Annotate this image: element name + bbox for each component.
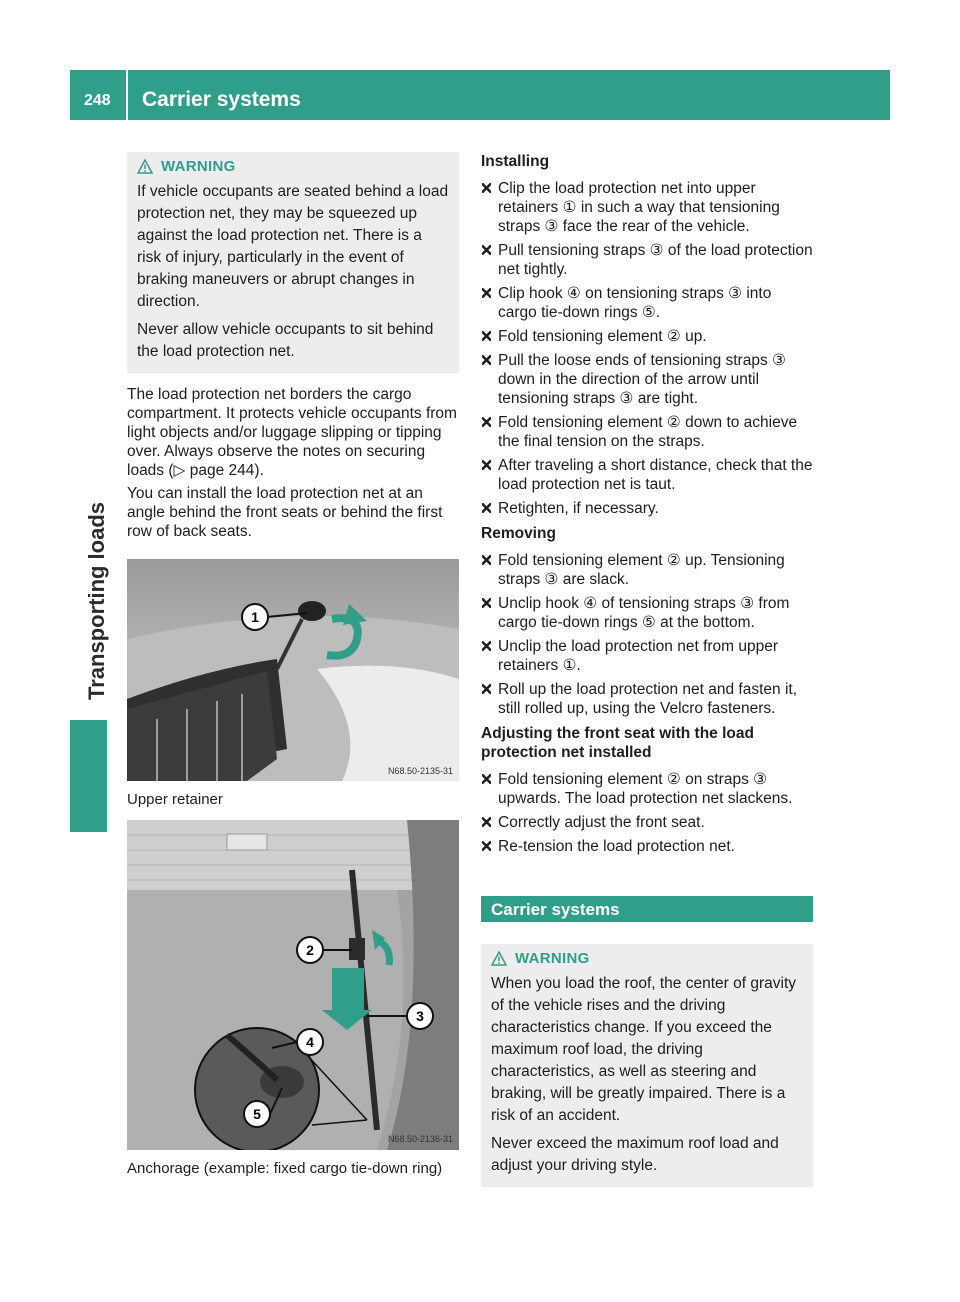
- warning-text-2: Never exceed the maximum roof load and adjust your driving style.: [491, 1135, 779, 1174]
- side-tab-block: [70, 720, 107, 832]
- carrier-systems-section-bar: Carrier systems: [481, 896, 813, 922]
- list-item: Re-tension the load protection net.: [481, 837, 813, 856]
- photo-caption-upper-retainer: Upper retainer: [127, 791, 223, 808]
- page-header: [70, 70, 890, 120]
- list-item: Clip hook ④ on tensioning straps ③ into cargo tie-down rings ⑤.: [481, 284, 813, 322]
- list-item: Fold tensioning element ② up.: [481, 327, 813, 346]
- callout-2: 2: [306, 942, 314, 958]
- warning-heading-text: WARNING: [515, 950, 590, 967]
- page-reference-link[interactable]: page 244: [189, 462, 255, 479]
- list-item: Unclip hook ④ of tensioning straps ③ from cargo tie-down rings ⑤ at the bottom.: [481, 594, 813, 632]
- installing-steps: [481, 179, 813, 518]
- list-item: Pull tensioning straps ③ of the load protection net tightly.: [481, 241, 813, 279]
- right-column: [481, 152, 813, 1187]
- adjusting-heading: Adjusting the front seat with the load protection net installed: [481, 725, 754, 761]
- warning-box-roof-load: [481, 944, 813, 1187]
- warning-text-1: When you load the roof, the center of gravity of the vehicle rises and the driving characteristics change. If you exceed the maximum roof load, the driving characteristics, as well as steering and braking, will be greatly impaired. There is a risk of an accident.: [491, 975, 797, 1124]
- list-item: Retighten, if necessary.: [481, 499, 813, 518]
- callout-4: 4: [306, 1034, 314, 1050]
- callout-5: 5: [253, 1106, 261, 1122]
- intro-text: The load protection net borders the cargo compartment. It protects vehicle occupants from light objects and/or luggage slipping or tipping over. Always observe the notes on securing loads (: [127, 386, 457, 479]
- removing-heading: Removing: [481, 525, 556, 542]
- warning-heading-text: WARNING: [161, 158, 236, 175]
- removing-steps: [481, 551, 813, 718]
- list-item: Clip the load protection net into upper retainers ① in such a way that tensioning straps ③ face the rear of the vehicle.: [481, 179, 813, 236]
- installing-heading: Installing: [481, 153, 550, 170]
- list-item: Pull the loose ends of tensioning straps ③ down in the direction of the arrow until tensioning straps ③ are tight.: [481, 351, 813, 408]
- list-item: Roll up the load protection net and fasten it, still rolled up, using the Velcro fasteners.: [481, 680, 813, 718]
- page-number-box: [70, 70, 126, 120]
- list-item: After traveling a short distance, check that the load protection net is taut.: [481, 456, 813, 494]
- list-item: Fold tensioning element ② down to achieve the final tension on the straps.: [481, 413, 813, 451]
- header-title: Carrier systems: [142, 88, 301, 111]
- list-item: Fold tensioning element ② on straps ③ upwards. The load protection net slackens.: [481, 770, 813, 808]
- warning-text-2: Never allow vehicle occupants to sit behind the load protection net.: [137, 321, 434, 360]
- intro-paragraph: [127, 385, 459, 480]
- callout-1: 1: [251, 609, 259, 625]
- warning-heading: [491, 950, 803, 967]
- warning-triangle-icon: [491, 951, 507, 966]
- warning-box-squeeze: [127, 152, 459, 373]
- page-ref-arrow-icon: ▷: [173, 462, 190, 479]
- callout-3: 3: [416, 1008, 424, 1024]
- header-divider: [126, 70, 128, 120]
- anchorage-illustration: [127, 820, 459, 1150]
- image-code: N68.50-2135-31: [387, 766, 453, 776]
- anchorage-photo: [127, 820, 459, 1150]
- warning-heading: [137, 158, 449, 175]
- image-code: N68.50-2136-31: [387, 1134, 453, 1144]
- upper-retainer-illustration: [127, 559, 459, 781]
- adjusting-steps: [481, 770, 813, 856]
- intro-text-end: ).: [254, 462, 264, 479]
- list-item: Correctly adjust the front seat.: [481, 813, 813, 832]
- upper-retainer-photo: [127, 559, 459, 781]
- warning-text-1: If vehicle occupants are seated behind a load protection net, they may be squeezed up against the load protection net. There is a risk of injury, particularly in the event of braking maneuvers or abrupt changes in direction.: [137, 183, 449, 310]
- photo-caption-anchorage: Anchorage (example: fixed cargo tie-down ring): [127, 1160, 443, 1177]
- page-number: 248: [84, 92, 111, 109]
- install-angle-paragraph: You can install the load protection net at an angle behind the front seats or behind the first row of back seats.: [127, 485, 443, 540]
- warning-triangle-icon: [137, 159, 153, 174]
- left-column: [127, 152, 459, 1177]
- list-item: Fold tensioning element ② up. Tensioning straps ③ are slack.: [481, 551, 813, 589]
- list-item: Unclip the load protection net from upper retainers ①.: [481, 637, 813, 675]
- side-tab-label: Transporting loads: [84, 501, 109, 700]
